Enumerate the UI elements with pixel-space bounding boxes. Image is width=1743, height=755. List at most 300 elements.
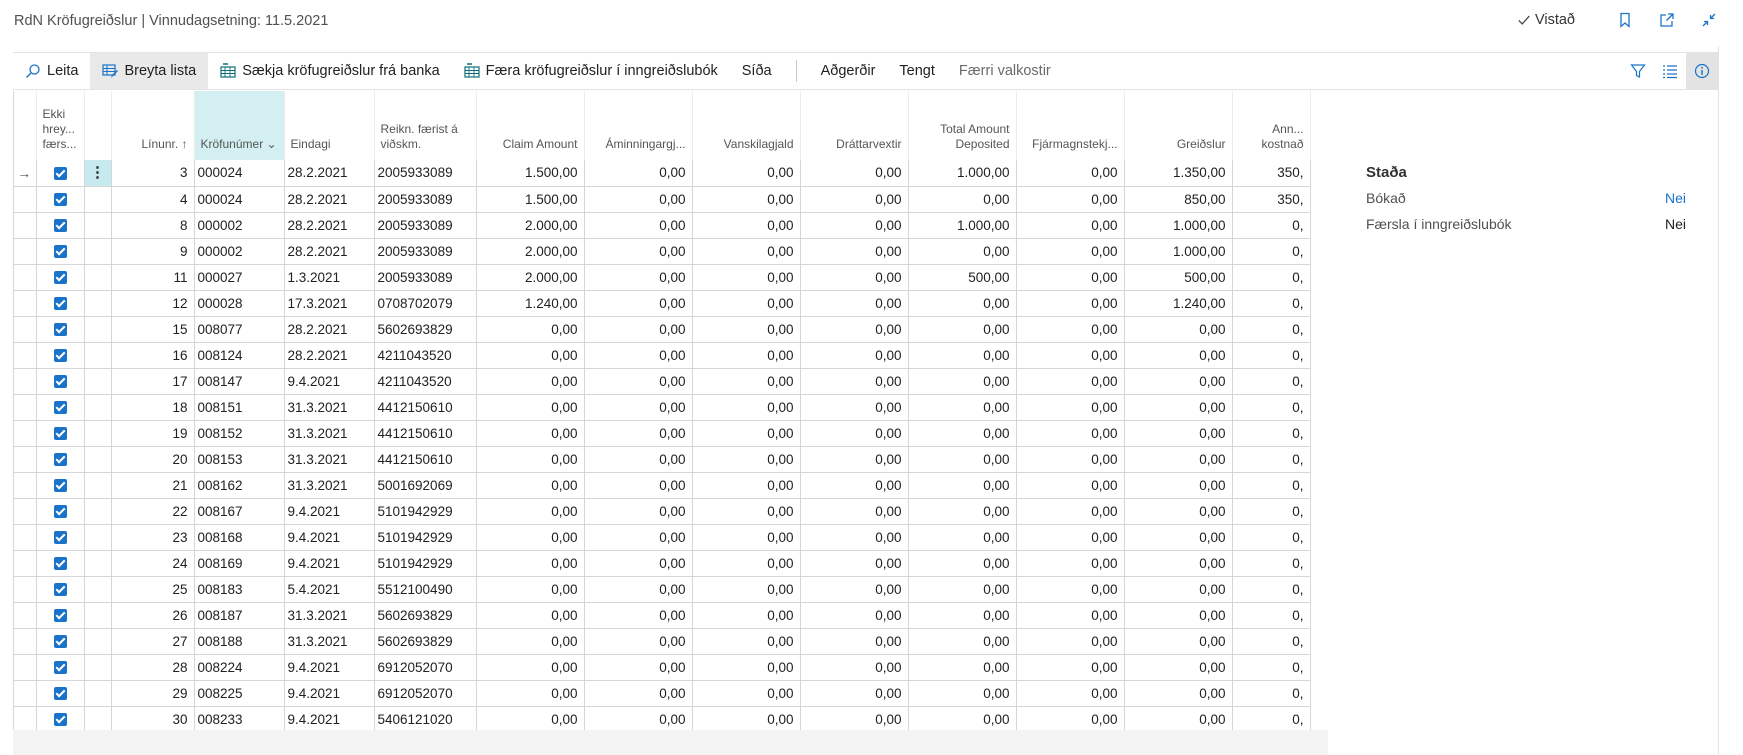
due-date-cell[interactable]: 28.2.2021 [284, 238, 374, 264]
due-date-cell[interactable]: 31.3.2021 [284, 472, 374, 498]
other-cost-cell[interactable]: 0, [1232, 290, 1310, 316]
claim-no-cell[interactable]: 008167 [194, 498, 284, 524]
reminder-cell[interactable]: 0,00 [584, 238, 692, 264]
total-deposited-cell[interactable]: 0,00 [908, 524, 1016, 550]
other-cost-cell[interactable]: 0, [1232, 472, 1310, 498]
interest-cell[interactable]: 0,00 [800, 498, 908, 524]
account-cell[interactable]: 5602693829 [374, 316, 476, 342]
checkbox[interactable] [54, 583, 67, 596]
financial-income-cell[interactable]: 0,00 [1016, 680, 1124, 706]
financial-income-cell[interactable]: 0,00 [1016, 264, 1124, 290]
default-fee-cell[interactable]: 0,00 [692, 524, 800, 550]
due-date-cell[interactable]: 31.3.2021 [284, 446, 374, 472]
more-options-icon[interactable]: ⋮ [90, 164, 105, 182]
row-menu-cell[interactable] [84, 186, 111, 212]
checkbox[interactable] [54, 557, 67, 570]
interest-cell[interactable]: 0,00 [800, 368, 908, 394]
interest-cell[interactable]: 0,00 [800, 186, 908, 212]
other-cost-cell[interactable]: 350, [1232, 186, 1310, 212]
table-row[interactable] [13, 316, 1310, 342]
table-row[interactable] [13, 654, 1310, 680]
interest-cell[interactable]: 0,00 [800, 238, 908, 264]
other-cost-cell[interactable]: 0, [1232, 524, 1310, 550]
account-cell[interactable]: 4412150610 [374, 394, 476, 420]
financial-income-cell[interactable]: 0,00 [1016, 368, 1124, 394]
reminder-cell[interactable]: 0,00 [584, 524, 692, 550]
line-no-cell[interactable]: 18 [111, 394, 194, 420]
default-fee-cell[interactable]: 0,00 [692, 550, 800, 576]
claim-amount-cell[interactable]: 2.000,00 [476, 264, 584, 290]
payments-cell[interactable]: 0,00 [1124, 368, 1232, 394]
other-cost-cell[interactable]: 350, [1232, 160, 1310, 186]
checkbox[interactable] [54, 245, 67, 258]
line-no-cell[interactable]: 29 [111, 680, 194, 706]
claim-amount-cell[interactable]: 2.000,00 [476, 238, 584, 264]
claim-no-cell[interactable]: 008152 [194, 420, 284, 446]
claim-no-cell[interactable]: 008224 [194, 654, 284, 680]
claim-no-cell[interactable]: 008187 [194, 602, 284, 628]
open-new-window-icon[interactable] [1657, 10, 1677, 30]
due-date-cell[interactable]: 28.2.2021 [284, 212, 374, 238]
total-deposited-cell[interactable]: 0,00 [908, 368, 1016, 394]
line-no-cell[interactable]: 25 [111, 576, 194, 602]
collapse-icon[interactable] [1699, 10, 1719, 30]
total-deposited-cell[interactable]: 0,00 [908, 238, 1016, 264]
payments-cell[interactable]: 0,00 [1124, 394, 1232, 420]
interest-cell[interactable]: 0,00 [800, 290, 908, 316]
checkbox[interactable] [54, 193, 67, 206]
payments-cell[interactable]: 1.000,00 [1124, 212, 1232, 238]
due-date-cell[interactable]: 9.4.2021 [284, 654, 374, 680]
table-row[interactable] [13, 472, 1310, 498]
default-fee-cell[interactable]: 0,00 [692, 368, 800, 394]
claim-amount-cell[interactable]: 0,00 [476, 446, 584, 472]
due-date-cell[interactable]: 31.3.2021 [284, 420, 374, 446]
row-indicator-cell[interactable] [13, 550, 36, 576]
due-date-cell[interactable]: 28.2.2021 [284, 316, 374, 342]
not-posted-cell[interactable] [36, 160, 84, 186]
not-posted-cell[interactable] [36, 264, 84, 290]
interest-cell[interactable]: 0,00 [800, 420, 908, 446]
other-cost-cell[interactable]: 0, [1232, 394, 1310, 420]
total-deposited-cell[interactable]: 0,00 [908, 680, 1016, 706]
account-cell[interactable]: 0708702079 [374, 290, 476, 316]
row-menu-cell[interactable] [84, 472, 111, 498]
col-due-date-header[interactable] [284, 91, 374, 160]
not-posted-cell[interactable] [36, 368, 84, 394]
reminder-cell[interactable]: 0,00 [584, 368, 692, 394]
payments-cell[interactable]: 0,00 [1124, 446, 1232, 472]
not-posted-cell[interactable] [36, 472, 84, 498]
claim-no-cell[interactable]: 000002 [194, 212, 284, 238]
account-cell[interactable]: 2005933089 [374, 238, 476, 264]
not-posted-cell[interactable] [36, 212, 84, 238]
payments-cell[interactable]: 0,00 [1124, 602, 1232, 628]
account-cell[interactable]: 2005933089 [374, 186, 476, 212]
total-deposited-cell[interactable]: 0,00 [908, 342, 1016, 368]
row-indicator-cell[interactable] [13, 446, 36, 472]
line-no-cell[interactable]: 15 [111, 316, 194, 342]
actions-menu-button[interactable] [809, 53, 888, 89]
not-posted-cell[interactable] [36, 602, 84, 628]
interest-cell[interactable]: 0,00 [800, 394, 908, 420]
total-deposited-cell[interactable]: 0,00 [908, 472, 1016, 498]
col-payments-header[interactable] [1124, 91, 1232, 160]
line-no-cell[interactable]: 27 [111, 628, 194, 654]
total-deposited-cell[interactable]: 0,00 [908, 602, 1016, 628]
due-date-cell[interactable]: 28.2.2021 [284, 342, 374, 368]
row-indicator-cell[interactable] [13, 160, 36, 186]
interest-cell[interactable]: 0,00 [800, 654, 908, 680]
col-financial-income-header[interactable] [1016, 91, 1124, 160]
claim-amount-cell[interactable]: 0,00 [476, 576, 584, 602]
checkbox[interactable] [54, 713, 67, 726]
interest-cell[interactable]: 0,00 [800, 524, 908, 550]
payments-cell[interactable]: 500,00 [1124, 264, 1232, 290]
interest-cell[interactable]: 0,00 [800, 628, 908, 654]
other-cost-cell[interactable]: 0, [1232, 212, 1310, 238]
financial-income-cell[interactable]: 0,00 [1016, 706, 1124, 732]
not-posted-cell[interactable] [36, 290, 84, 316]
row-menu-cell[interactable] [84, 706, 111, 732]
line-no-cell[interactable]: 19 [111, 420, 194, 446]
interest-cell[interactable]: 0,00 [800, 342, 908, 368]
account-cell[interactable]: 5602693829 [374, 628, 476, 654]
financial-income-cell[interactable]: 0,00 [1016, 238, 1124, 264]
claim-no-cell[interactable]: 000027 [194, 264, 284, 290]
not-posted-cell[interactable] [36, 342, 84, 368]
row-menu-cell[interactable] [84, 524, 111, 550]
reminder-cell[interactable]: 0,00 [584, 186, 692, 212]
not-posted-cell[interactable] [36, 316, 84, 342]
checkbox[interactable] [54, 401, 67, 414]
financial-income-cell[interactable]: 0,00 [1016, 316, 1124, 342]
related-menu-button[interactable] [887, 53, 946, 89]
default-fee-cell[interactable]: 0,00 [692, 602, 800, 628]
default-fee-cell[interactable]: 0,00 [692, 680, 800, 706]
table-row[interactable] [13, 212, 1310, 238]
not-posted-cell[interactable] [36, 706, 84, 732]
row-indicator-cell[interactable] [13, 680, 36, 706]
reminder-cell[interactable]: 0,00 [584, 160, 692, 186]
table-row[interactable] [13, 550, 1310, 576]
claim-amount-cell[interactable]: 0,00 [476, 394, 584, 420]
page-menu-button[interactable] [730, 53, 784, 89]
account-cell[interactable]: 5101942929 [374, 498, 476, 524]
due-date-cell[interactable]: 9.4.2021 [284, 550, 374, 576]
not-posted-cell[interactable] [36, 498, 84, 524]
financial-income-cell[interactable]: 0,00 [1016, 420, 1124, 446]
interest-cell[interactable]: 0,00 [800, 706, 908, 732]
claim-no-cell[interactable]: 000024 [194, 160, 284, 186]
checkbox[interactable] [54, 531, 67, 544]
checkbox[interactable] [54, 349, 67, 362]
account-cell[interactable]: 4412150610 [374, 420, 476, 446]
claim-amount-cell[interactable]: 1.500,00 [476, 160, 584, 186]
due-date-cell[interactable]: 9.4.2021 [284, 498, 374, 524]
other-cost-cell[interactable]: 0, [1232, 238, 1310, 264]
not-posted-cell[interactable] [36, 524, 84, 550]
due-date-cell[interactable]: 9.4.2021 [284, 680, 374, 706]
reminder-cell[interactable]: 0,00 [584, 342, 692, 368]
account-cell[interactable]: 5001692069 [374, 472, 476, 498]
total-deposited-cell[interactable]: 0,00 [908, 316, 1016, 342]
col-interest-header[interactable] [800, 91, 908, 160]
reminder-cell[interactable]: 0,00 [584, 446, 692, 472]
table-row[interactable] [13, 706, 1310, 732]
total-deposited-cell[interactable]: 500,00 [908, 264, 1016, 290]
row-menu-cell[interactable] [84, 550, 111, 576]
claim-amount-cell[interactable]: 0,00 [476, 316, 584, 342]
line-no-cell[interactable]: 16 [111, 342, 194, 368]
table-row[interactable] [13, 264, 1310, 290]
row-indicator-cell[interactable] [13, 316, 36, 342]
claim-amount-cell[interactable]: 0,00 [476, 550, 584, 576]
col-total-deposited-header[interactable] [908, 91, 1016, 160]
account-cell[interactable]: 4211043520 [374, 342, 476, 368]
claim-amount-cell[interactable]: 0,00 [476, 602, 584, 628]
not-posted-cell[interactable] [36, 654, 84, 680]
line-no-cell[interactable]: 3 [111, 160, 194, 186]
financial-income-cell[interactable]: 0,00 [1016, 498, 1124, 524]
not-posted-cell[interactable] [36, 446, 84, 472]
row-indicator-cell[interactable] [13, 706, 36, 732]
claim-no-cell[interactable]: 008183 [194, 576, 284, 602]
row-indicator-cell[interactable] [13, 498, 36, 524]
row-indicator-cell[interactable] [13, 524, 36, 550]
claim-amount-cell[interactable]: 0,00 [476, 524, 584, 550]
claim-amount-cell[interactable]: 0,00 [476, 706, 584, 732]
col-line-no-header[interactable] [111, 91, 194, 160]
info-icon[interactable] [1686, 53, 1718, 89]
other-cost-cell[interactable]: 0, [1232, 420, 1310, 446]
interest-cell[interactable]: 0,00 [800, 602, 908, 628]
default-fee-cell[interactable]: 0,00 [692, 420, 800, 446]
row-menu-cell[interactable] [84, 394, 111, 420]
interest-cell[interactable]: 0,00 [800, 316, 908, 342]
table-row[interactable] [13, 394, 1310, 420]
checkbox[interactable] [54, 635, 67, 648]
col-claim-amount-header[interactable] [476, 91, 584, 160]
row-menu-cell[interactable] [84, 602, 111, 628]
table-row[interactable] [13, 160, 1310, 186]
claim-no-cell[interactable]: 008147 [194, 368, 284, 394]
account-cell[interactable]: 5602693829 [374, 602, 476, 628]
interest-cell[interactable]: 0,00 [800, 264, 908, 290]
row-menu-cell[interactable] [84, 290, 111, 316]
default-fee-cell[interactable]: 0,00 [692, 290, 800, 316]
reminder-cell[interactable]: 0,00 [584, 316, 692, 342]
claim-no-cell[interactable]: 000028 [194, 290, 284, 316]
not-posted-cell[interactable] [36, 680, 84, 706]
row-indicator-cell[interactable] [13, 628, 36, 654]
not-posted-cell[interactable] [36, 628, 84, 654]
table-row[interactable] [13, 680, 1310, 706]
payments-cell[interactable]: 0,00 [1124, 420, 1232, 446]
payments-cell[interactable]: 1.350,00 [1124, 160, 1232, 186]
other-cost-cell[interactable]: 0, [1232, 602, 1310, 628]
account-cell[interactable]: 6912052070 [374, 654, 476, 680]
claim-amount-cell[interactable]: 0,00 [476, 368, 584, 394]
total-deposited-cell[interactable]: 0,00 [908, 628, 1016, 654]
financial-income-cell[interactable]: 0,00 [1016, 212, 1124, 238]
row-menu-cell[interactable] [84, 160, 111, 186]
default-fee-cell[interactable]: 0,00 [692, 446, 800, 472]
account-cell[interactable]: 5406121020 [374, 706, 476, 732]
other-cost-cell[interactable]: 0, [1232, 576, 1310, 602]
claim-no-cell[interactable]: 008162 [194, 472, 284, 498]
line-no-cell[interactable]: 11 [111, 264, 194, 290]
payments-cell[interactable]: 0,00 [1124, 342, 1232, 368]
payments-cell[interactable]: 0,00 [1124, 680, 1232, 706]
claim-no-cell[interactable]: 008233 [194, 706, 284, 732]
interest-cell[interactable]: 0,00 [800, 446, 908, 472]
default-fee-cell[interactable]: 0,00 [692, 394, 800, 420]
row-indicator-cell[interactable] [13, 186, 36, 212]
account-cell[interactable]: 5512100490 [374, 576, 476, 602]
line-no-cell[interactable]: 21 [111, 472, 194, 498]
line-no-cell[interactable]: 24 [111, 550, 194, 576]
payments-cell[interactable]: 0,00 [1124, 524, 1232, 550]
reminder-cell[interactable]: 0,00 [584, 550, 692, 576]
other-cost-cell[interactable]: 0, [1232, 680, 1310, 706]
financial-income-cell[interactable]: 0,00 [1016, 550, 1124, 576]
due-date-cell[interactable]: 9.4.2021 [284, 524, 374, 550]
line-no-cell[interactable]: 8 [111, 212, 194, 238]
row-menu-cell[interactable] [84, 680, 111, 706]
row-menu-cell[interactable] [84, 446, 111, 472]
default-fee-cell[interactable]: 0,00 [692, 706, 800, 732]
line-no-cell[interactable]: 30 [111, 706, 194, 732]
other-cost-cell[interactable]: 0, [1232, 264, 1310, 290]
account-cell[interactable]: 4412150610 [374, 446, 476, 472]
other-cost-cell[interactable]: 0, [1232, 706, 1310, 732]
reminder-cell[interactable]: 0,00 [584, 654, 692, 680]
filter-icon[interactable] [1622, 53, 1654, 89]
payments-cell[interactable]: 0,00 [1124, 628, 1232, 654]
row-indicator-cell[interactable] [13, 576, 36, 602]
row-indicator-cell[interactable] [13, 654, 36, 680]
financial-income-cell[interactable]: 0,00 [1016, 160, 1124, 186]
row-menu-cell[interactable] [84, 238, 111, 264]
claim-no-cell[interactable]: 008168 [194, 524, 284, 550]
row-indicator-cell[interactable] [13, 394, 36, 420]
row-indicator-cell[interactable] [13, 420, 36, 446]
checkbox[interactable] [54, 297, 67, 310]
payments-cell[interactable]: 0,00 [1124, 654, 1232, 680]
claim-amount-cell[interactable]: 0,00 [476, 472, 584, 498]
checkbox[interactable] [54, 323, 67, 336]
claim-no-cell[interactable]: 008153 [194, 446, 284, 472]
row-menu-cell[interactable] [84, 654, 111, 680]
reminder-cell[interactable]: 0,00 [584, 394, 692, 420]
claim-no-cell[interactable]: 008124 [194, 342, 284, 368]
payments-cell[interactable]: 0,00 [1124, 576, 1232, 602]
other-cost-cell[interactable]: 0, [1232, 368, 1310, 394]
financial-income-cell[interactable]: 0,00 [1016, 186, 1124, 212]
default-fee-cell[interactable]: 0,00 [692, 264, 800, 290]
line-no-cell[interactable]: 17 [111, 368, 194, 394]
financial-income-cell[interactable]: 0,00 [1016, 576, 1124, 602]
account-cell[interactable]: 5101942929 [374, 550, 476, 576]
table-row[interactable] [13, 342, 1310, 368]
financial-income-cell[interactable]: 0,00 [1016, 602, 1124, 628]
total-deposited-cell[interactable]: 0,00 [908, 498, 1016, 524]
due-date-cell[interactable]: 28.2.2021 [284, 160, 374, 186]
line-no-cell[interactable]: 28 [111, 654, 194, 680]
payments-cell[interactable]: 1.000,00 [1124, 238, 1232, 264]
interest-cell[interactable]: 0,00 [800, 160, 908, 186]
other-cost-cell[interactable]: 0, [1232, 446, 1310, 472]
not-posted-cell[interactable] [36, 420, 84, 446]
claim-amount-cell[interactable]: 2.000,00 [476, 212, 584, 238]
line-no-cell[interactable]: 22 [111, 498, 194, 524]
col-account-header[interactable] [374, 91, 476, 160]
other-cost-cell[interactable]: 0, [1232, 628, 1310, 654]
table-row[interactable] [13, 576, 1310, 602]
reminder-cell[interactable]: 0,00 [584, 602, 692, 628]
total-deposited-cell[interactable]: 0,00 [908, 576, 1016, 602]
financial-income-cell[interactable]: 0,00 [1016, 628, 1124, 654]
line-no-cell[interactable]: 26 [111, 602, 194, 628]
col-claim-no-header[interactable] [194, 91, 284, 160]
checkbox[interactable] [54, 609, 67, 622]
total-deposited-cell[interactable]: 0,00 [908, 186, 1016, 212]
not-posted-cell[interactable] [36, 238, 84, 264]
row-indicator-cell[interactable] [13, 290, 36, 316]
account-cell[interactable]: 2005933089 [374, 264, 476, 290]
account-cell[interactable]: 2005933089 [374, 160, 476, 186]
total-deposited-cell[interactable]: 0,00 [908, 290, 1016, 316]
other-cost-cell[interactable]: 0, [1232, 342, 1310, 368]
financial-income-cell[interactable]: 0,00 [1016, 654, 1124, 680]
financial-income-cell[interactable]: 0,00 [1016, 472, 1124, 498]
default-fee-cell[interactable]: 0,00 [692, 576, 800, 602]
default-fee-cell[interactable]: 0,00 [692, 654, 800, 680]
account-cell[interactable]: 6912052070 [374, 680, 476, 706]
claim-no-cell[interactable]: 000024 [194, 186, 284, 212]
claim-amount-cell[interactable]: 0,00 [476, 342, 584, 368]
financial-income-cell[interactable]: 0,00 [1016, 290, 1124, 316]
claim-amount-cell[interactable]: 1.240,00 [476, 290, 584, 316]
not-posted-cell[interactable] [36, 576, 84, 602]
line-no-cell[interactable]: 23 [111, 524, 194, 550]
financial-income-cell[interactable]: 0,00 [1016, 394, 1124, 420]
due-date-cell[interactable]: 5.4.2021 [284, 576, 374, 602]
row-menu-cell[interactable] [84, 498, 111, 524]
interest-cell[interactable]: 0,00 [800, 550, 908, 576]
row-menu-cell[interactable] [84, 316, 111, 342]
col-reminder-header[interactable] [584, 91, 692, 160]
claim-amount-cell[interactable]: 0,00 [476, 420, 584, 446]
checkbox[interactable] [54, 661, 67, 674]
checkbox[interactable] [54, 505, 67, 518]
reminder-cell[interactable]: 0,00 [584, 212, 692, 238]
reminder-cell[interactable]: 0,00 [584, 680, 692, 706]
due-date-cell[interactable]: 9.4.2021 [284, 368, 374, 394]
col-other-cost-header[interactable] [1232, 91, 1310, 160]
checkbox[interactable] [54, 453, 67, 466]
reminder-cell[interactable]: 0,00 [584, 498, 692, 524]
account-cell[interactable]: 2005933089 [374, 212, 476, 238]
claim-no-cell[interactable]: 008169 [194, 550, 284, 576]
fetch-from-bank-button[interactable] [208, 53, 451, 89]
payments-cell[interactable]: 0,00 [1124, 316, 1232, 342]
default-fee-cell[interactable]: 0,00 [692, 472, 800, 498]
total-deposited-cell[interactable]: 0,00 [908, 654, 1016, 680]
row-menu-cell[interactable] [84, 628, 111, 654]
col-not-posted-header[interactable] [36, 91, 84, 160]
